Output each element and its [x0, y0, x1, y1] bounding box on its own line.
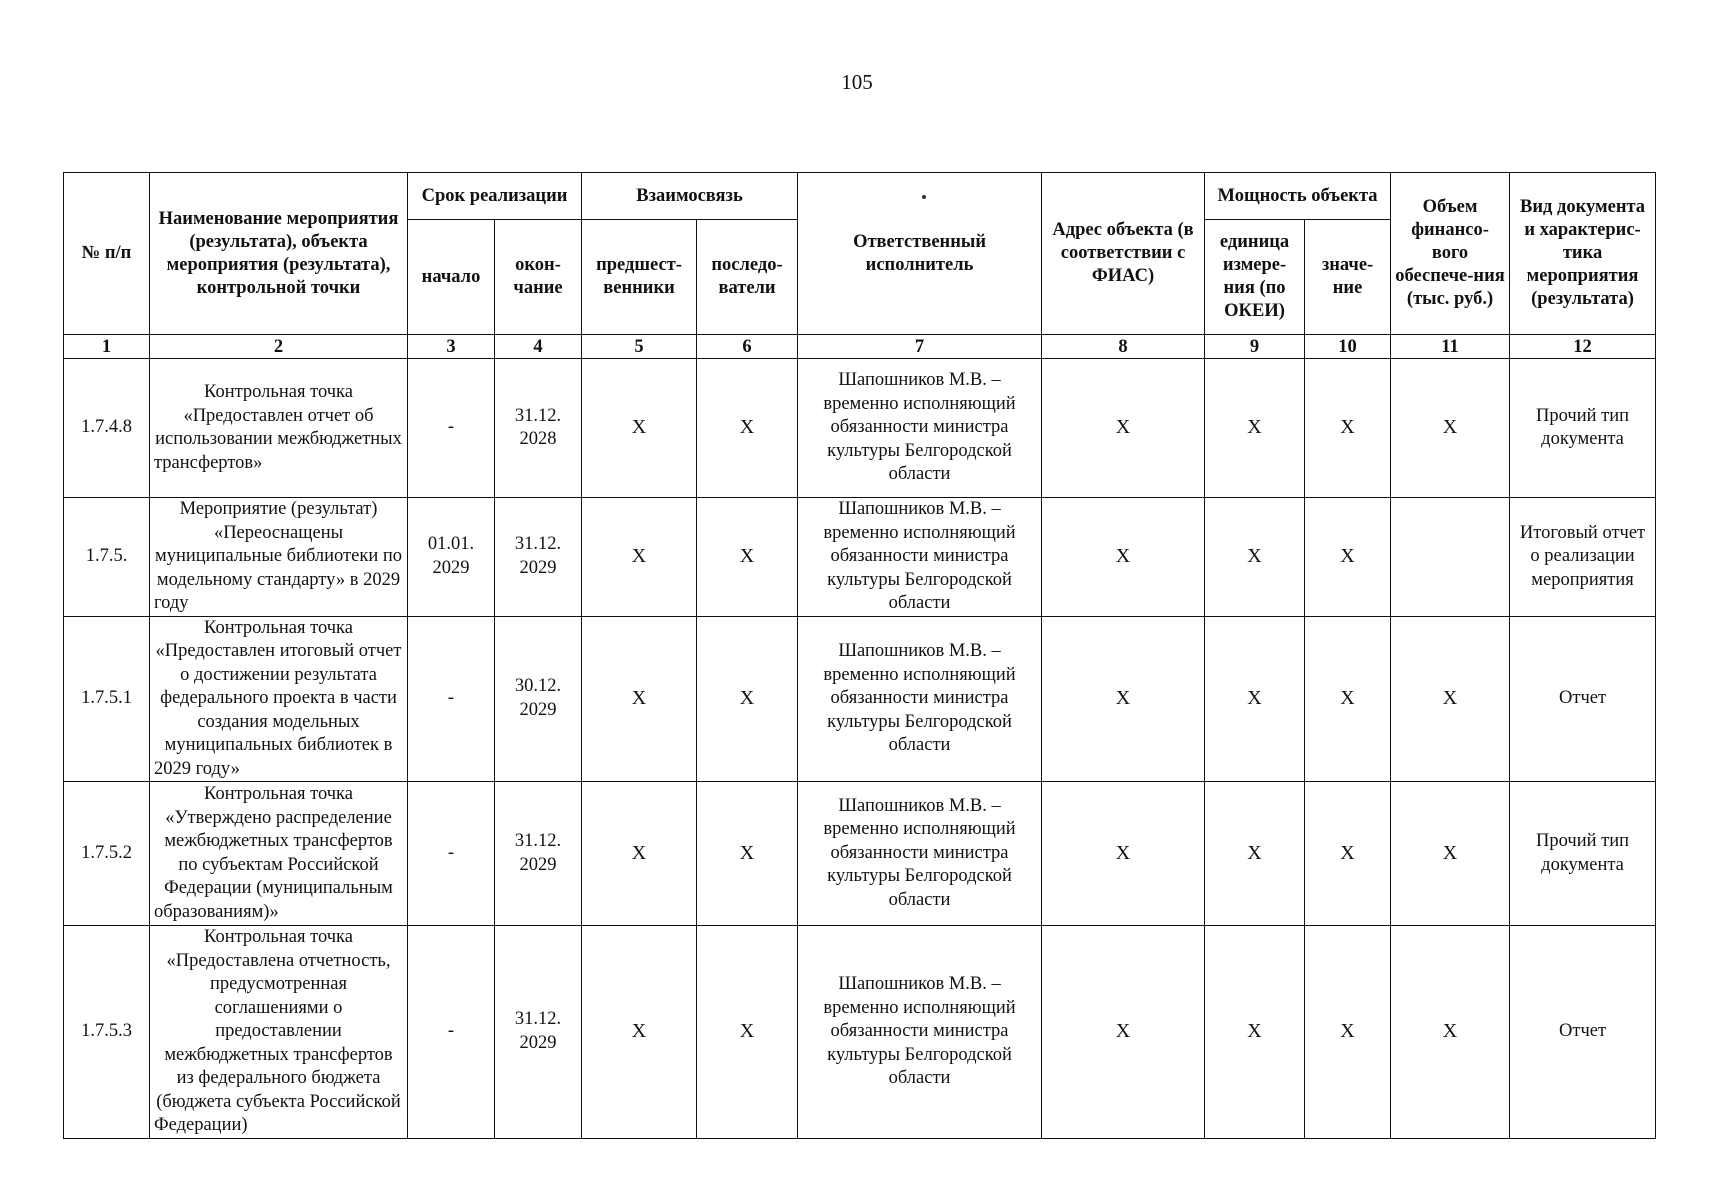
cell-funding	[1391, 498, 1510, 617]
scan-speck	[922, 195, 926, 199]
cell-funding: X	[1391, 616, 1510, 782]
column-number: 4	[495, 335, 582, 359]
cell-next: X	[697, 498, 798, 617]
cell-address: X	[1042, 616, 1205, 782]
cell-prev: X	[582, 616, 697, 782]
cell-unit: X	[1205, 359, 1305, 498]
cell-doc: Прочий тип документа	[1510, 782, 1656, 926]
cell-start: -	[408, 616, 495, 782]
cell-name: Контрольная точка «Предоставлен итоговый отчет о достижении результата федерального проекта в части создания модельных муниципальных библиотек в 2029 году»	[150, 616, 408, 782]
header-capacity-value: значе-ние	[1305, 220, 1391, 335]
cell-start: -	[408, 926, 495, 1139]
cell-address: X	[1042, 359, 1205, 498]
header-num: № п/п	[64, 173, 150, 335]
cell-end: 31.12. 2028	[495, 359, 582, 498]
cell-doc: Отчет	[1510, 616, 1656, 782]
table-row	[64, 498, 1656, 617]
cell-value: X	[1305, 782, 1391, 926]
plan-table	[63, 172, 1656, 1139]
header-term: Срок реализации	[408, 173, 582, 220]
cell-next: X	[697, 782, 798, 926]
cell-prev: X	[582, 498, 697, 617]
column-number: 11	[1391, 335, 1510, 359]
cell-start: 01.01. 2029	[408, 498, 495, 617]
page-number: 105	[841, 70, 873, 94]
cell-next: X	[697, 616, 798, 782]
header-doc-type: Вид документа и характерис-тика мероприятия (результата)	[1510, 173, 1656, 335]
cell-unit: X	[1205, 926, 1305, 1139]
cell-end: 31.12. 2029	[495, 498, 582, 617]
cell-next: X	[697, 359, 798, 498]
header-funding: Объем финансо-вого обеспече-ния (тыс. руб.)	[1391, 173, 1510, 335]
column-number: 2	[150, 335, 408, 359]
cell-value: X	[1305, 359, 1391, 498]
cell-unit: X	[1205, 616, 1305, 782]
cell-address: X	[1042, 782, 1205, 926]
cell-responsible: Шапошников М.В. – временно исполняющий обязанности министра культуры Белгородской области	[798, 498, 1042, 617]
cell-responsible: Шапошников М.В. – временно исполняющий обязанности министра культуры Белгородской области	[798, 926, 1042, 1139]
header-responsible: Ответственный исполнитель	[798, 173, 1042, 335]
header-name: Наименование мероприятия (результата), объекта мероприятия (результата), контрольной точки	[150, 173, 408, 335]
header-capacity-unit: единица измере-ния (по ОКЕИ)	[1205, 220, 1305, 335]
cell-unit: X	[1205, 498, 1305, 617]
header-row-top	[64, 173, 1656, 220]
cell-name: Контрольная точка «Предоставлен отчет об использовании межбюджетных трансфертов»	[150, 359, 408, 498]
cell-start: -	[408, 782, 495, 926]
column-number: 8	[1042, 335, 1205, 359]
cell-name: Контрольная точка «Предоставлена отчетность, предусмотренная соглашениями о предоставлении межбюджетных трансфертов из федерального бюджета (бюджета субъекта Российской Федерации)	[150, 926, 408, 1139]
table-row	[64, 616, 1656, 782]
cell-responsible: Шапошников М.В. – временно исполняющий обязанности министра культуры Белгородской области	[798, 616, 1042, 782]
header-address: Адрес объекта (в соответствии с ФИАС)	[1042, 173, 1205, 335]
cell-address: X	[1042, 498, 1205, 617]
cell-end: 30.12. 2029	[495, 616, 582, 782]
cell-funding: X	[1391, 926, 1510, 1139]
table-row	[64, 782, 1656, 926]
column-number: 12	[1510, 335, 1656, 359]
cell-unit: X	[1205, 782, 1305, 926]
cell-start: -	[408, 359, 495, 498]
cell-num: 1.7.5.3	[64, 926, 150, 1139]
column-number: 9	[1205, 335, 1305, 359]
cell-prev: X	[582, 359, 697, 498]
cell-doc: Прочий тип документа	[1510, 359, 1656, 498]
header-relation-prev: предшест-венники	[582, 220, 697, 335]
cell-name: Мероприятие (результат) «Переоснащены муниципальные библиотеки по модельному стандарту» в 2029 году	[150, 498, 408, 617]
cell-next: X	[697, 926, 798, 1139]
header-term-start: начало	[408, 220, 495, 335]
cell-funding: X	[1391, 359, 1510, 498]
cell-end: 31.12. 2029	[495, 782, 582, 926]
table-row	[64, 926, 1656, 1139]
cell-num: 1.7.5.1	[64, 616, 150, 782]
cell-num: 1.7.4.8	[64, 359, 150, 498]
column-number: 5	[582, 335, 697, 359]
cell-doc: Отчет	[1510, 926, 1656, 1139]
cell-prev: X	[582, 782, 697, 926]
table-row	[64, 359, 1656, 498]
cell-value: X	[1305, 616, 1391, 782]
header-relation: Взаимосвязь	[582, 173, 798, 220]
cell-num: 1.7.5.2	[64, 782, 150, 926]
cell-value: X	[1305, 926, 1391, 1139]
cell-funding: X	[1391, 782, 1510, 926]
column-number-row	[64, 335, 1656, 359]
cell-value: X	[1305, 498, 1391, 617]
header-relation-next: последо-ватели	[697, 220, 798, 335]
column-number: 6	[697, 335, 798, 359]
cell-prev: X	[582, 926, 697, 1139]
header-term-end: окон-чание	[495, 220, 582, 335]
cell-end: 31.12. 2029	[495, 926, 582, 1139]
column-number: 10	[1305, 335, 1391, 359]
column-number: 7	[798, 335, 1042, 359]
cell-doc: Итоговый отчет о реализации мероприятия	[1510, 498, 1656, 617]
header-capacity: Мощность объекта	[1205, 173, 1391, 220]
column-number: 3	[408, 335, 495, 359]
column-number: 1	[64, 335, 150, 359]
cell-responsible: Шапошников М.В. – временно исполняющий обязанности министра культуры Белгородской области	[798, 782, 1042, 926]
cell-responsible: Шапошников М.В. – временно исполняющий обязанности министра культуры Белгородской области	[798, 359, 1042, 498]
cell-num: 1.7.5.	[64, 498, 150, 617]
cell-address: X	[1042, 926, 1205, 1139]
cell-name: Контрольная точка «Утверждено распределение межбюджетных трансфертов по субъектам Российской Федерации (муниципальным образованиям)»	[150, 782, 408, 926]
